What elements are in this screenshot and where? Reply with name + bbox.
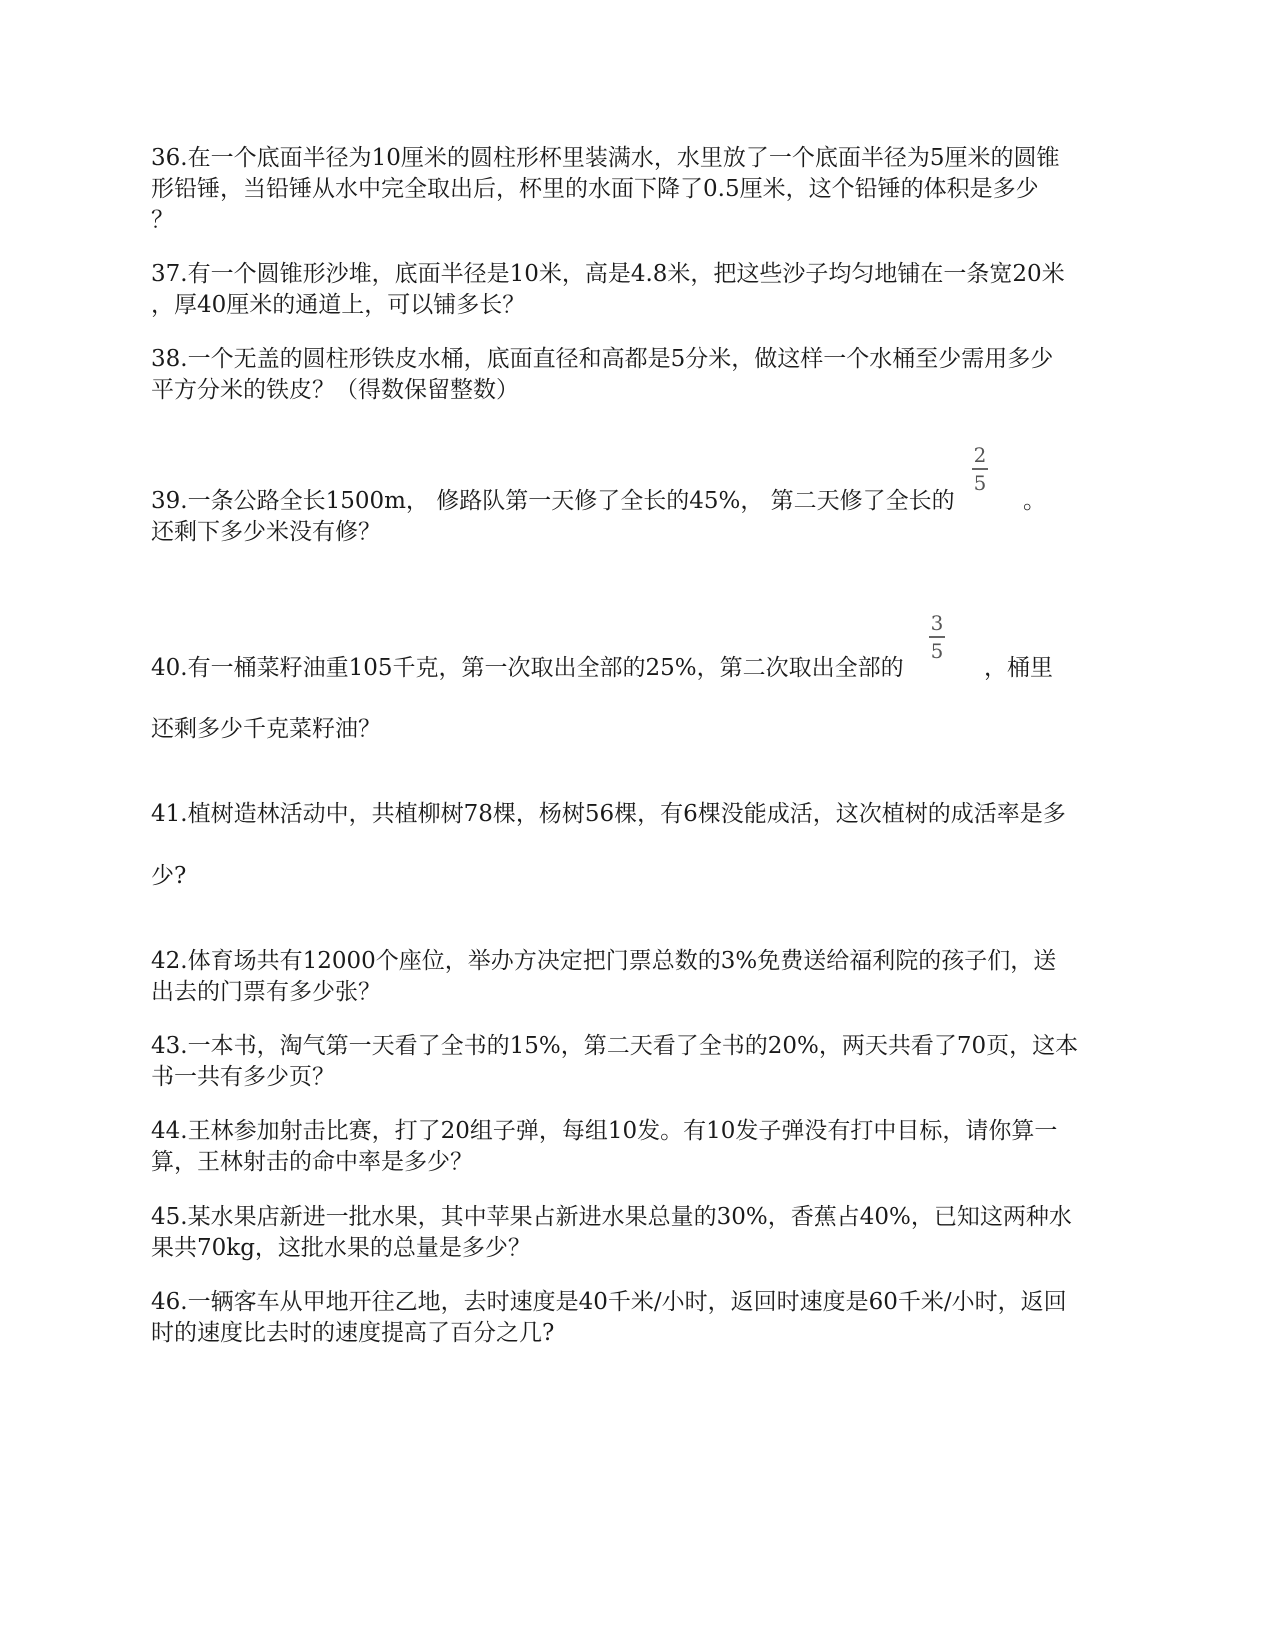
problem-39-line-1: 39.一条公路全长1500m， 修路队第一天修了全长的45%， 第二天修了全长的 — [151, 488, 955, 514]
problem-43-line-2: 书一共有多少页？ — [151, 1064, 335, 1090]
problem-46-line-1: 46.一辆客车从甲地开往乙地，去时速度是40千米/小时，返回时速度是60千米/小时，返回 — [151, 1289, 1067, 1315]
problem-38-line-1: 38.一个无盖的圆柱形铁皮水桶，底面直径和高都是5分米，做这样一个水桶至少需用多少 — [151, 346, 1054, 372]
problem-38-line-2: 平方分米的铁皮？（得数保留整数） — [151, 377, 519, 403]
problem-37-line-2: ，厚40厘米的通道上，可以铺多长？ — [151, 292, 526, 318]
problem-40-line-2: 还剩多少千克菜籽油？ — [151, 716, 381, 742]
problem-46-line-2: 时的速度比去时的速度提高了百分之几? — [151, 1320, 555, 1346]
problem-45-line-1: 45.某水果店新进一批水果，其中苹果占新进水果总量的30%，香蕉占40%，已知这两种水 — [151, 1204, 1072, 1230]
problem-36-line-3: ？ — [151, 207, 174, 233]
problem-41-line-1: 41.植树造林活动中，共植柳树78棵，杨树56棵，有6棵没能成活，这次植树的成活率是多 — [151, 801, 1066, 827]
problem-39-tail: 。 — [1023, 488, 1046, 514]
problem-43-line-1: 43.一本书，淘气第一天看了全书的15%，第二天看了全书的20%，两天共看了70页，这本 — [151, 1033, 1079, 1059]
fraction-three-fifths: 3 5 — [930, 611, 944, 663]
problem-40-tail: ，桶里 — [984, 655, 1053, 681]
problem-41-line-2: 少? — [151, 863, 187, 889]
problem-39-line-2: 还剩下多少米没有修？ — [151, 519, 381, 545]
problem-37-line-1: 37.有一个圆锥形沙堆，底面半径是10米，高是4.8米，把这些沙子均匀地铺在一条宽20米 — [151, 261, 1065, 287]
problem-36-line-1: 36.在一个底面半径为10厘米的圆柱形杯里装满水，水里放了一个底面半径为5厘米的圆锥 — [151, 145, 1060, 171]
problem-40-line-1: 40.有一桶菜籽油重105千克，第一次取出全部的25%，第二次取出全部的 — [151, 655, 904, 681]
problem-44-line-1: 44.王林参加射击比赛，打了20组子弹，每组10发。有10发子弹没有打中目标，请你算一 — [151, 1118, 1058, 1144]
problem-42-line-1: 42.体育场共有12000个座位，举办方决定把门票总数的3%免费送给福利院的孩子们，送 — [151, 948, 1057, 974]
problem-45-line-2: 果共70kg，这批水果的总量是多少？ — [151, 1235, 531, 1261]
problem-42-line-2: 出去的门票有多少张？ — [151, 979, 381, 1005]
problem-36-line-2: 形铅锤，当铅锤从水中完全取出后，杯里的水面下降了0.5厘米，这个铅锤的体积是多少 — [151, 176, 1039, 202]
fraction-two-fifths: 2 5 — [973, 443, 987, 495]
problem-44-line-2: 算，王林射击的命中率是多少？ — [151, 1149, 473, 1175]
